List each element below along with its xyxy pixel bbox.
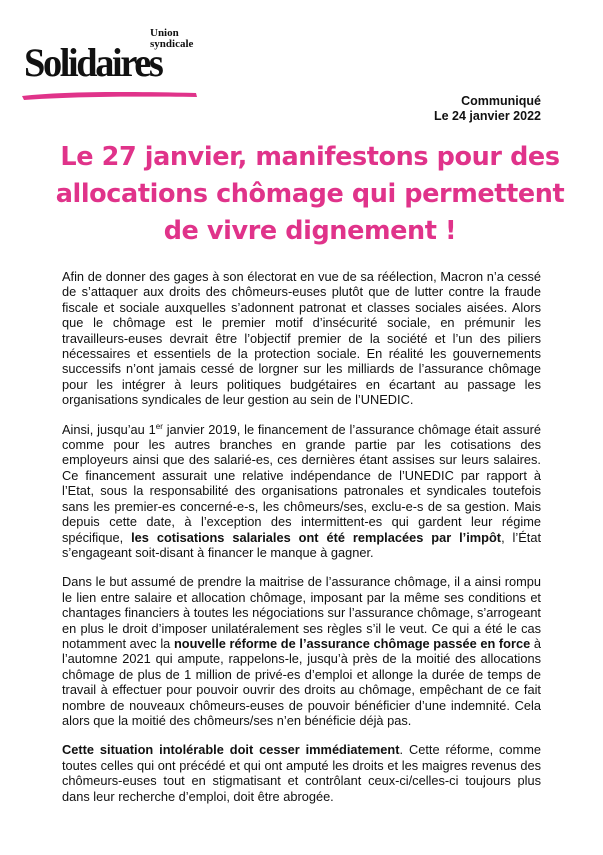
page-title (40, 139, 580, 250)
paragraph-2 (62, 422, 541, 561)
title-line-1: Le 27 janvier, manifestons pour des (60, 142, 560, 172)
paragraph-3-text: Dans le but assumé de prendre la maitrise de l’assurance chômage, il a ainsi rompu le lien entre salaire et allocation chômage, imposant par la même ses conditions et chantages financiers à toutes les négociations sur l’assurance chômage, s’arrogeant en plus le droit d’imposer unilatéralement ses règles s’il le veut. Ce qui a été le cas notamment avec la (62, 574, 541, 651)
paragraph-4-emphasis: Cette situation intolérable doit cesser immédiatement (62, 742, 400, 758)
paragraph-4-text: . Cette réforme, comme toutes celles qui ont précédé et qui ont amputé les droits et les maigres revenus des chômeurs-euses tout en stigmatisant et contrôlant ceux-ci/celles-ci toujours plus dans leur recherche d’emploi, doit être abrogée. (62, 742, 541, 804)
paragraph-3-emphasis: nouvelle réforme de l’assurance chômage passée en force (173, 635, 531, 651)
paragraph-3 (62, 574, 541, 728)
communique-header (434, 94, 541, 124)
superscript: er (155, 421, 163, 431)
solidaires-logo (20, 28, 210, 103)
paragraph-2-text: janvier 2019, le financement de l’assurance chômage était assuré comme pour les autres branches en grande partie par les cotisations des employeurs ainsi que des salarié-es, ces dernières étant assises sur leurs salaires. Ce financement assurait une relative indépendance de l’UNEDIC par rapport à l’Etat, sous la responsabilité des organisations patronales et syndicales toutefois sans les premier-es concerné-e-s, les chômeurs/ses, exclu-e-s de sa gestion. Mais depuis cette date, à l’exception des intermittent-es qui gardent leur régime spécifique, (62, 421, 541, 545)
logo-subtitle-line1: Union (150, 27, 179, 39)
paragraph-2-text: , l’État s’engageant soit-disant à financer le manque à gagner. (62, 529, 542, 560)
title-line-2: allocations chômage qui permettent (55, 179, 565, 209)
paragraph-2-text: Ainsi, jusqu’au 1 (62, 421, 156, 437)
title-line-3: de vivre dignement ! (163, 216, 457, 246)
paragraph-4 (62, 742, 541, 804)
document-date: Le 24 janvier 2022 (433, 109, 541, 123)
logo-name: Solidaires (24, 40, 162, 85)
body-text (62, 269, 541, 818)
paragraph-1: Afin de donner des gages à son électorat en vue de sa réélection, Macron n’a cessé de s’attaquer aux droits des chômeurs-euses plutôt que de lutter contre la fraude fiscale et sociale auxquelles s’adonnent patronat et classes sociales aisées. Alors que le chômage est le premier motif d’insécurité sociale, en prémunir les travailleurs-euses devrait être l’objectif premier de la société et l’un des piliers nécessaires et essentiels de la protection sociale. En réalité les gouvernements successifs n’ont jamais cessé de lorgner sur les milliards de l’assurance chômage pour les intégrer à leurs politiques budgétaires en écartant au passage les organisations syndicales de leur gestion au sein de l’UNEDIC. (62, 269, 541, 408)
paragraph-3-text: à l’automne 2021 qui ampute, rappelons-le, jusqu’à près de la moitié des allocations chômage de plus de 1 million de privé-es d’emploi et allonge la durée de temps de travail à effectuer pour pouvoir ouvrir des droits au chômage, empêchant de ce fait nombre de nouveaux chômeurs-euses de pouvoir bénéficier d’une indemnité. Cela alors que la moitié des chômeurs/ses n’en bénéficie déjà pas. (62, 635, 541, 728)
logo-subtitle-line2: syndicale (150, 38, 194, 50)
paragraph-2-emphasis: les cotisations salariales ont été remplacées par l’impôt (131, 529, 502, 545)
logo-swoosh-icon (20, 88, 200, 102)
document-type: Communiqué (461, 94, 541, 108)
